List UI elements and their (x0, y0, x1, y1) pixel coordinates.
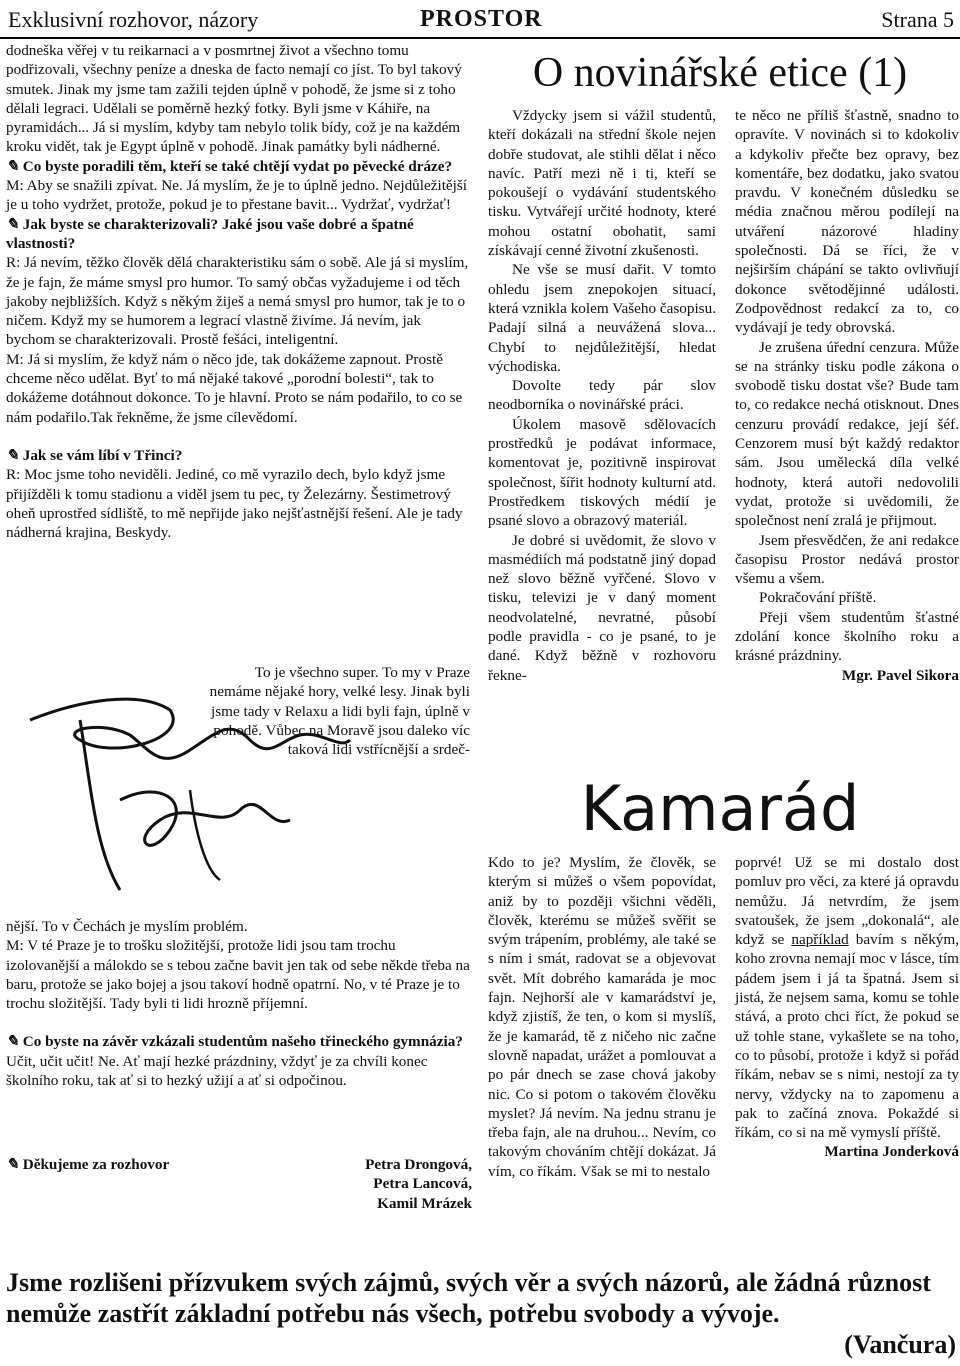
ethics-title: O novinářské etice (1) (532, 50, 908, 96)
thanks-line: ✎ Děkujeme za rozhovor (6, 1156, 170, 1173)
thanks-block (6, 1155, 472, 1212)
author-signature: Martina Jonderková (824, 1143, 959, 1161)
interview-authors: Petra Drongová, Petra Lancová, Kamil Mrázek (365, 1156, 472, 1212)
answer-wrapped: To je všechno super. To my v Praze nemáme nějaké hory, velké lesy. Jinak byli jsme tady v Relaxu a lidi byli fajn, úplně v pohodě. Vůbec na Moravě jsou daleko víc taková lidi vstřícnější a srdeč- (209, 664, 470, 759)
section-title: Exklusivní rozhovor, názory (8, 7, 259, 32)
answer: R: Moc jsme toho neviděli. Jediné, co mě vyrazilo dech, bylo když jsme přijížděli k tomu stadionu a viděl jsem tu pec, ty Železárny. Šestimetrový oheň uprostřed sídliště, to mě nepřijde jako nejšťastnější řešení. Ale je tady nádherná krajina, Beskydy. (6, 466, 463, 542)
question: ✎ Co byste na závěr vzkázali studentům našeho třineckého gymnázia? (6, 1033, 463, 1051)
answer: M: V té Praze je to trošku složitější, protože lidi jsou tam trochu izolovanější a málokdo se s tebou začne bavit jen tak od sebe někde třeba na baru, protože se jako bojej a jsou takoví hodně opatrní. No, v té Praze je to trochu složitější. Tady byli ti lidi hrozně příjemní. (6, 937, 470, 1013)
pen-icon: ✎ (6, 1156, 19, 1173)
question: ✎ Jak se vám líbí v Třinci? (6, 446, 183, 464)
pen-icon: ✎ (6, 1033, 19, 1051)
interview-continuation (6, 917, 472, 1090)
interview-column (6, 41, 472, 542)
question: ✎ Co byste poradili těm, kteří se také chtějí vydat po pěvecké dráze? (6, 157, 453, 175)
kamarad-title: Kamarád (580, 772, 860, 845)
kamarad-column-1: Kdo to je? Myslím, že člověk, se kterým si můžeš o všem popovídat, aniž by to později všichni věděli, člověk, kterému se můžeš svěřit se svým trápením, problémy, ale také se s ním i smát, radovat se a objevovat svět. Mít dobrého kamaráda je moc fajn. Nejhorší ale v kamarádství je, když zjistíš, že ten, o kom si myslíš, že je kamarád, tě z ničeho nic začne slovně napadat, urážet a pomlouvat a po pár dnech se zase chová jakoby nic. Co si potom o takovém člověku myslet? Já nevím. Na jednu stranu je třeba fajn, ale na druhou... Nevím, co takovým chováním chtějí dokázat. Já vím, co říkám. Však se mi to nestalo (488, 854, 716, 1180)
answer: R: Já nevím, těžko člověk dělá charakteristiku sám o sobě. Ale já si myslím, že je fajn, že máme smysl pro humor. To samý občas vyžadujeme i od těch jakoby nejbližších. Když s někým žiješ a nemá smysl pro humor, tak je to o ničem. Když my se humorem a legrací vlastně živíme. Já nevím, jak bychom se charakterizovali. Prostě fešáci, inteligentní. (6, 254, 469, 349)
pen-icon: ✎ (6, 215, 19, 233)
pen-icon: ✎ (6, 446, 19, 464)
answer: M: Aby se snažili zpívat. Ne. Já myslím, že je to úplně jedno. Nejdůležitější je u toho vydržet, protože, pokud je to přestane bavit... Vydržať, vydržať! (6, 177, 468, 214)
handwritten-signature (20, 680, 460, 900)
closing-quote (6, 1267, 956, 1360)
answer: Učit, učit učit! Ne. Ať mají hezké prázdniny, vždyť je za chvíli konec školního roku, tak ať si to hezký užijí a ať si odpočinou. (6, 1052, 428, 1090)
interview-paragraph: dodneška věřej v tu reikarnaci a v posmrtnej život a všechno tomu podřizovali, všechny peníze a dneska de facto nemají co jíst. To byl takový smutek. Jinak my jsme tam zažili tejden úplně v pohodě, že jsme si z toho dělali legraci. Udělali se poměrně hezký fotky. Byli jsme v Káhiře, na pyramidách... Já si myslím, kdyby tam nebylo tolik bídy, což je na každém kroku vidět, tak je Egypt úplně v pohodě. Jinak památky byli nádherné. (6, 42, 462, 156)
pen-icon: ✎ (6, 157, 19, 175)
header-rule (0, 37, 960, 39)
kamarad-column-2: poprvé! Už se mi dostalo dost pomluv pro věci, za které já opravdu nemůžu. Já netvrdím, že jsem svatoušek, že jsem „dokonalá“, ale když se například bavím s někým, koho zrovna nemají moc v lásce, tím pádem jsem i já ta špatná. Jsem si jistá, že nejsem sama, komu se tohle stává, a proto chci říct, že pokud se už tohle stane, vykašlete se na toho, co to působí, protože i když si pořád říkám, nebav se s nimi, nestojí za ty nervy, vždycky na to zapomenu a pak to začíná znova. Pokaždé si říkám, co si na mě vymyslí příště. Martina Jonderková (735, 854, 959, 1161)
answer: M: Já si myslím, že když nám o něco jde, tak dokážeme zapnout. Prostě chceme něco udělat. Byť to má nějaké takové „porodní bolesti“, tak to dokážeme dotáhnout dokonce. To je hlavní. Proto se nám podařilo, to co se nám podařilo.Tak řekněme, že jsme cílevědomí. (6, 350, 463, 426)
quote-text: Jsme rozlišeni přízvukem svých zájmů, svých věr a svých názorů, ale žádná různost nemůže zastřít základní potřebu nás všech, potřebu svobody a vývoje. (6, 1268, 931, 1328)
quote-author: (Vančura) (844, 1330, 956, 1359)
author-signature: Mgr. Pavel Sikora (841, 666, 959, 684)
answer: nější. To v Čechách je myslím problém. (6, 918, 248, 935)
page-header (0, 0, 960, 40)
ethics-column-1: Vždycky jsem si vážil studentů, kteří dokázali na střední škole nejen dobře studovat, ale stihli dělat i něco navíc. Patří mezi ně i ti, kteří se pokoušejí o vydávání studentského tisku. Vytvářejí určité hodnoty, které mohou ostatní obohatit, sami získávají cenné životní zkušenosti. Ne vše se musí dařit. V tomto ohledu jsem znepokojen situací, která vznikla kolem Vašeho časopisu. Padají silná a neuvážená slova... Chybí to nejdůležitější, hledat východiska. Dovolte tedy pár slov neodborníka o novinářské práci. Úkolem masově sdělovacích prostředků je podávat informace, komentovat je, pozitivně inspirovat společnost, šířit hodnoty kulturní atd. Prostředkem tiskových médií je psané slovo a obrazový materiál. Je dobré si uvědomit, že slovo v masmédiích má podstatně jiný dopad než slovo běžně vyřčené. Slovo v tisku, televizi je v daný moment neodvolatelné, nevratné, působí podle pravidla - co je psané, to je dané. Když běžně v rozhovoru řekne- (488, 107, 716, 684)
page-number: Strana 5 (881, 7, 954, 32)
question: ✎ Jak byste se charakterizovali? Jaké jsou vaše dobré a špatné vlastnosti? (6, 215, 414, 252)
magazine-name: PROSTOR (420, 6, 543, 32)
ethics-column-2: te něco ne příliš šťastně, snadno to opravíte. V novinách si to kdokoliv a kdykoliv přečte bez opravy, bez komentáře, bez dodatku, jako svatou pravdu. V konečném důsledku se média značnou měrou podílejí na utváření názorové hladiny společnosti. Dá se říci, že v nejširším chápání se takto ovlivňují dokonce světodějinné události. Zodpovědnost redakcí za to, co vydávají je tedy obrovská. Je zrušena úřední cenzura. Může se na stránky tisku podle zákona o svobodě tisku dostat vše? Bude tam to, co redakce nechá otisknout. Dnes cenzuru provádí redakce, její šéf. Cenzorem musí být každý redaktor sám. Jsou umělecká díla velké hodnoty, která autoři nedovolili vydat, protože si uvědomili, že společnost není zralá je přijmout. Jsem přesvědčen, že ani redakce časopisu Prostor nedává prostor všemu a všem. Pokračování příště. Přeji všem studentům šťastné zdolání konce školního roku a krásné prázdniny. Mgr. Pavel Sikora (735, 107, 959, 684)
